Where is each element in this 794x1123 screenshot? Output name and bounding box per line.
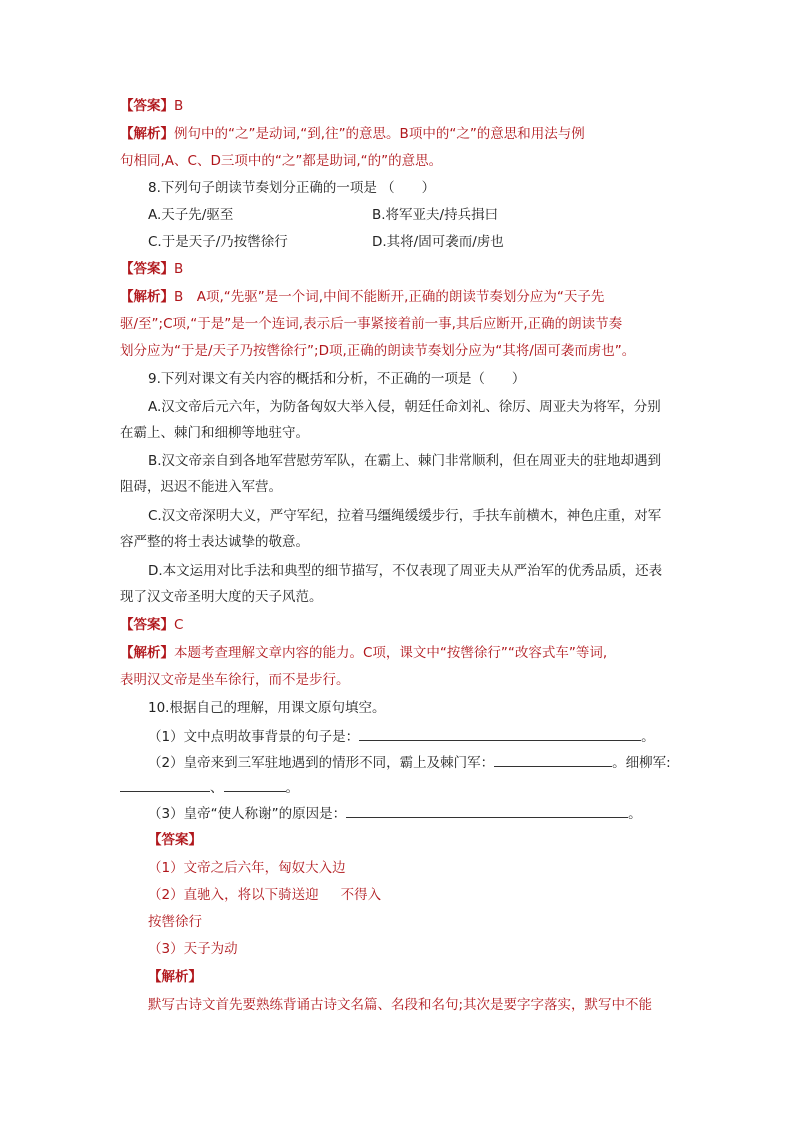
q8-option-c: C.于是天子/乃按辔徐行 bbox=[148, 234, 288, 250]
sub1-prompt: （1）文中点明故事背景的句子是： bbox=[148, 729, 360, 745]
sub2-mid: 。细柳军: bbox=[612, 755, 671, 771]
sub2-sep: 、 bbox=[210, 780, 224, 796]
q9-option-a-2: 在霸上、棘门和细柳等地驻守。 bbox=[120, 425, 309, 441]
sub2-prompt: （2）皇帝来到三军驻地遇到的情形不同，霸上及棘门军： bbox=[148, 755, 495, 771]
sub2-blank-3 bbox=[224, 777, 286, 792]
q10-answer-1: （1）文帝之后六年，匈奴大入边 bbox=[148, 860, 346, 876]
q8-option-a: A.天子先/驱至 bbox=[148, 207, 234, 223]
sub2-end: 。 bbox=[285, 780, 299, 796]
answer-tag: 【答案】 bbox=[120, 261, 174, 277]
answer-2b: 不得入 bbox=[340, 887, 382, 903]
q9-stem: 9.下列对课文有关内容的概括和分析，不正确的一项是（ ） bbox=[148, 371, 526, 387]
sub2-blank-1 bbox=[494, 752, 612, 767]
q10-answer-3: （3）天子为动 bbox=[148, 941, 238, 957]
q9-option-d-1: D.本文运用对比手法和典型的细节描写，不仅表现了周亚夫从严治军的优秀品质，还表 bbox=[148, 563, 663, 579]
answer-value: B bbox=[174, 261, 184, 277]
q10-sub2-cont bbox=[120, 777, 680, 798]
q9-option-b-2: 阻碍，迟迟不能进入军营。 bbox=[120, 479, 282, 495]
answer-value: C bbox=[174, 617, 184, 633]
analysis-tag: 【解析】 bbox=[120, 289, 174, 305]
q9-option-a-1: A.汉文帝后元六年，为防备匈奴大举入侵，朝廷任命刘礼、徐厉、周亚夫为将军，分别 bbox=[148, 399, 661, 415]
q7-analysis-2: 句相同,A、C、D三项中的“之”都是助词,“的”的意思。 bbox=[120, 153, 443, 169]
q10-stem: 10.根据自己的理解，用课文原句填空。 bbox=[148, 700, 386, 716]
answer-tag: 【答案】 bbox=[120, 98, 174, 114]
q9-option-b-1: B.汉文帝亲自到各地军营慰劳军队，在霸上、棘门非常顺利，但在周亚夫的驻地却遇到 bbox=[148, 453, 662, 469]
q10-sub3 bbox=[148, 803, 708, 824]
q9-option-d-2: 现了汉文帝圣明大度的天子风范。 bbox=[120, 589, 323, 605]
answer-tag: 【答案】 bbox=[120, 617, 174, 633]
sub1-blank bbox=[359, 726, 641, 741]
answer-2a: （2）直驰入，将以下骑送迎 bbox=[148, 887, 319, 903]
analysis-tag: 【解析】 bbox=[120, 645, 174, 661]
analysis-text: 本题考查理解文章内容的能力。C项，课文中“按辔徐行”“改容式车”等词, bbox=[174, 645, 608, 661]
q8-option-d: D.其将/固可袭而/虏也 bbox=[372, 234, 504, 250]
analysis-text: 例句中的“之”是动词,“到,往”的意思。B项中的“之”的意思和用法与例 bbox=[174, 126, 585, 142]
q7-analysis-1 bbox=[120, 124, 680, 144]
q8-analysis-1 bbox=[120, 287, 680, 307]
q10-answer-tag: 【答案】 bbox=[148, 832, 202, 848]
q10-analysis-1: 默写古诗文首先要熟练背诵古诗文名篇、名段和名句;其次是要字字落实，默写中不能 bbox=[148, 997, 653, 1013]
q8-option-b: B.将军亚夫/持兵揖曰 bbox=[372, 207, 499, 223]
sub2-blank-2 bbox=[120, 777, 210, 792]
q9-analysis-1 bbox=[120, 643, 680, 663]
answer-value: B bbox=[174, 98, 184, 114]
q8-answer bbox=[120, 259, 680, 279]
q10-answer-2 bbox=[148, 885, 708, 905]
q7-answer bbox=[120, 96, 680, 116]
q8-analysis-2: 驱/至”;C项,“于是”是一个连词,表示后一事紧接着前一事,其后应断开,正确的朗读节奏 bbox=[120, 316, 623, 332]
sub3-blank bbox=[346, 803, 628, 818]
q9-option-c-1: C.汉文帝深明大义，严守军纪，拉着马缰绳缓缓步行，手扶车前横木，神色庄重，对军 bbox=[148, 508, 662, 524]
q9-answer bbox=[120, 615, 680, 635]
analysis-tag: 【解析】 bbox=[120, 126, 174, 142]
q8-stem: 8.下列句子朗读节奏划分正确的一项是 （ ） bbox=[148, 180, 436, 196]
sub3-end: 。 bbox=[628, 806, 642, 822]
q10-analysis-tag: 【解析】 bbox=[148, 969, 202, 985]
q8-analysis-3: 划分应为“于是/天子乃按辔徐行”;D项,正确的朗读节奏划分应为“其将/固可袭而虏也”。 bbox=[120, 343, 636, 359]
q9-analysis-2: 表明汉文帝是坐车徐行，而不是步行。 bbox=[120, 672, 350, 688]
q9-option-c-2: 容严整的将士表达诚挚的敬意。 bbox=[120, 534, 309, 550]
sub3-prompt: （3）皇帝“使人称谢”的原因是： bbox=[148, 806, 347, 822]
q10-sub1 bbox=[148, 726, 708, 747]
analysis-text: B A项,“先驱”是一个词,中间不能断开,正确的朗读节奏划分应为“天子先 bbox=[174, 289, 605, 305]
q10-answer-2c: 按辔徐行 bbox=[148, 914, 202, 930]
q10-sub2 bbox=[148, 752, 708, 773]
sub1-end: 。 bbox=[641, 729, 655, 745]
